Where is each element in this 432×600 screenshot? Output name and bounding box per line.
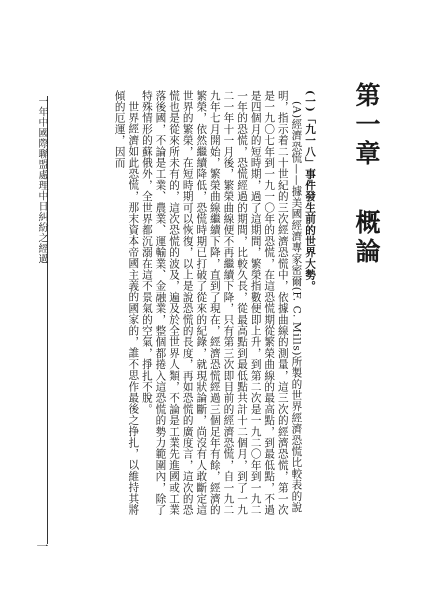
chapter-number: 第一章 <box>352 82 381 169</box>
paragraph-imperialism: 世界經濟如此恐慌，那末資本帝國主義的國家的，誰不思作最後之挣扎，以維持其將傾的厄運，因而 <box>113 90 140 515</box>
body-text <box>80 90 316 522</box>
chapter-subtitle: 概論 <box>352 209 381 267</box>
page-number: 一 <box>35 540 49 552</box>
paragraph-economic-crisis: (A)經濟恐慌——據美國經濟專家密爾(F. C. Mills)所製的世界經濟恐慌比較表的說明，指示着二十世紀的三次經濟恐慌中，依據曲線的測量，這三次的經濟恐慌，第一次是一九〇七年到一九一〇年的恐慌，在這恐慌期從繁榮曲線的最高點，到最低點，不過是四個月的短時期，過了這期間，繁榮指數便即上升，到第二次是一九二〇年到一九二一年的恐慌，恐慌經過的期間，比較久長，從最高點到最低點共計十二個月，到了一九二一年十一月後，繁榮曲線便不再繼續下降，只有第三次即目前的經濟恐慌，自一九二九年七月開始，繁榮曲線繼續下降，直到了現在，經濟恐慌經過三個足年有餘，經濟的繁榮，依然繼續降低，恐慌時期已打破了從來的紀錄，就現狀論斷，尚沒有人敢斷定這世界的繁榮，在短時期可以恢復，以上是說恐慌的長度，再如恐慌的廣度言，這次的恐慌也是從來所未有的，這次恐慌的波及，遍及於全世界人類，不論是工業先進國或工業落後國，不論是工業、農業、運輸業、金融業，整個都捲入這恐慌的勢力範圍內，除了特殊情形的蘇俄外，全世界都沉溺在這不景氣的空氣，掙扎不脫。 <box>140 90 303 516</box>
chapter-heading <box>352 82 380 267</box>
section-heading: (一)「九一八」事件發生前的世界大勢。 <box>304 90 316 292</box>
running-footer: 一年中國際聯盟處理中日糾紛之經過 <box>36 96 47 264</box>
